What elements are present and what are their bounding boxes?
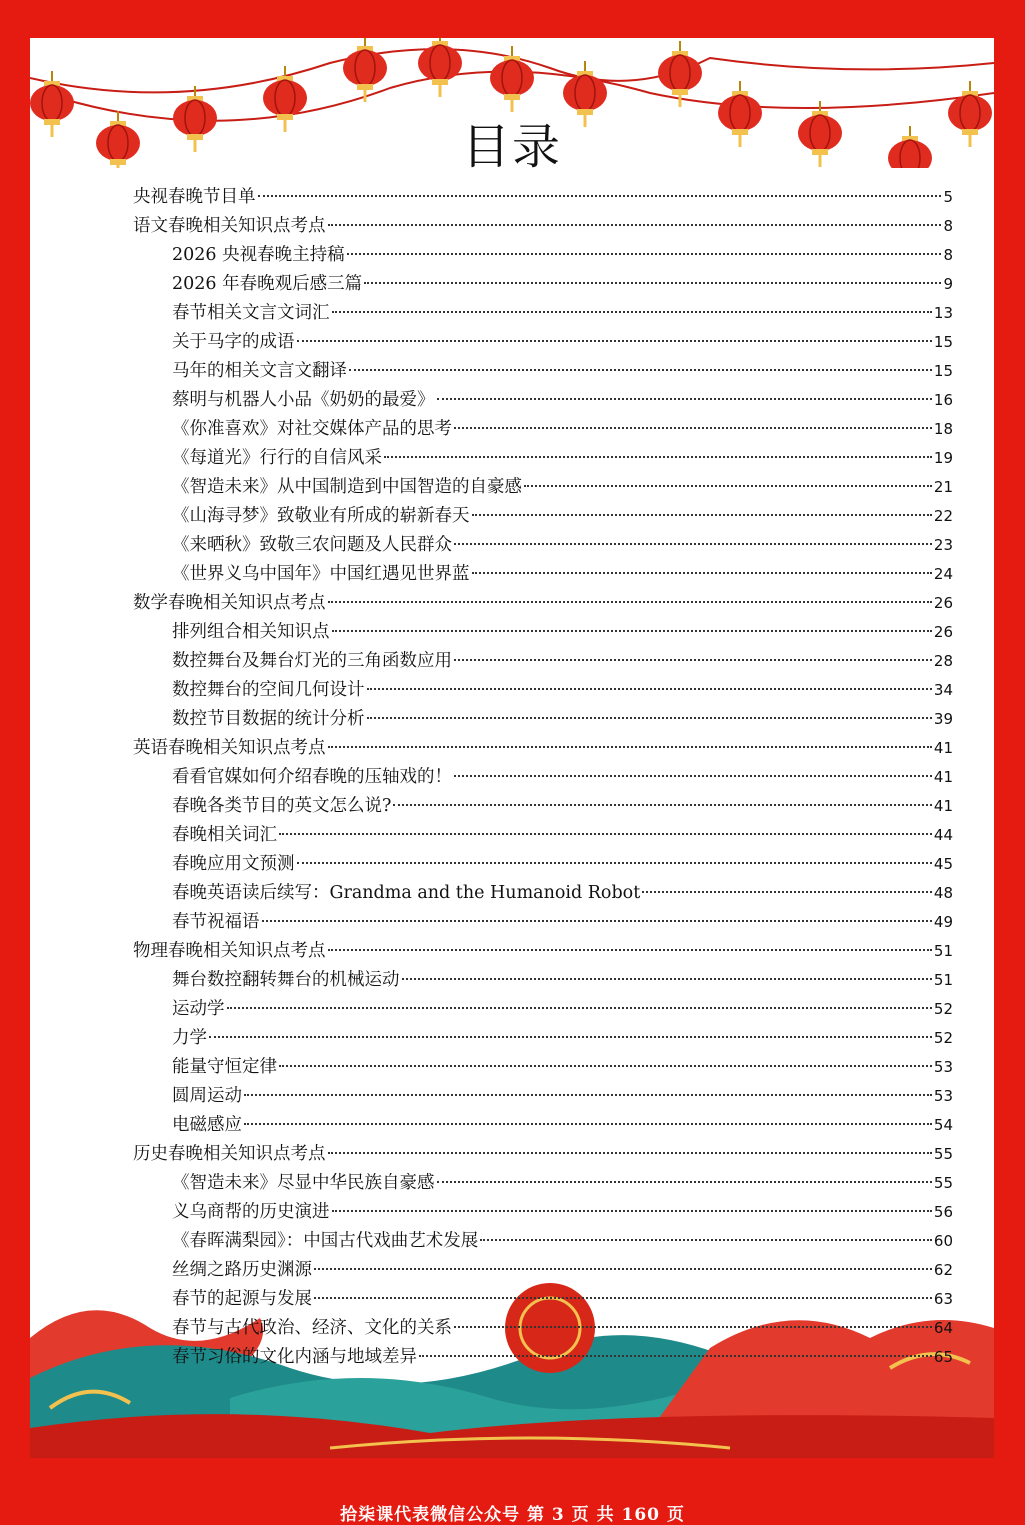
toc-dot-leader bbox=[454, 658, 932, 661]
toc-subsection-entry[interactable] bbox=[133, 966, 953, 995]
toc-entry-label: 春节的起源与发展 bbox=[172, 1289, 312, 1309]
toc-entry-label: 马年的相关文言文翻译 bbox=[172, 361, 347, 381]
toc-entry-label: 《智造未来》尽显中华民族自豪感 bbox=[172, 1173, 435, 1193]
toc-entry-label: 《山海寻梦》致敬业有所成的崭新春天 bbox=[172, 506, 470, 526]
toc-dot-leader bbox=[332, 1209, 932, 1212]
toc-dot-leader bbox=[454, 1325, 932, 1328]
toc-entry-label: 历史春晚相关知识点考点 bbox=[133, 1144, 326, 1164]
toc-subsection-entry[interactable] bbox=[133, 879, 953, 908]
toc-subsection-entry[interactable] bbox=[133, 299, 953, 328]
toc-page-number: 21 bbox=[933, 478, 953, 496]
toc-entry-label: 排列组合相关知识点 bbox=[172, 622, 330, 642]
toc-entry-label: 丝绸之路历史渊源 bbox=[172, 1260, 312, 1280]
toc-page-number: 51 bbox=[933, 942, 953, 960]
toc-entry-label: 春晚英语读后续写：Grandma and the Humanoid Robot bbox=[172, 883, 641, 903]
toc-entry-label: 春晚各类节目的英文怎么说? bbox=[172, 796, 392, 816]
lantern-icon bbox=[658, 41, 702, 107]
toc-entry-label: 《春晖满梨园》：中国古代戏曲艺术发展 bbox=[172, 1231, 479, 1251]
toc-page-number: 8 bbox=[943, 246, 953, 264]
toc-entry-label: 语文春晚相关知识点考点 bbox=[133, 216, 326, 236]
toc-entry-label: 数控节目数据的统计分析 bbox=[172, 709, 365, 729]
toc-section-entry[interactable] bbox=[133, 589, 953, 618]
toc-subsection-entry[interactable] bbox=[133, 1314, 953, 1343]
toc-subsection-entry[interactable] bbox=[133, 676, 953, 705]
toc-dot-leader bbox=[472, 571, 932, 574]
toc-page-number: 56 bbox=[933, 1203, 953, 1221]
toc-page-number: 34 bbox=[933, 681, 953, 699]
toc-page-number: 52 bbox=[933, 1029, 953, 1047]
toc-page-number: 53 bbox=[933, 1087, 953, 1105]
toc-entry-label: 春晚相关词汇 bbox=[172, 825, 277, 845]
toc-entry-label: 2026 年春晚观后感三篇 bbox=[172, 274, 363, 294]
toc-subsection-entry[interactable] bbox=[133, 1053, 953, 1082]
toc-entry-label: 电磁感应 bbox=[172, 1115, 242, 1135]
toc-entry-label: 舞台数控翻转舞台的机械运动 bbox=[172, 970, 400, 990]
toc-page-number: 60 bbox=[933, 1232, 953, 1250]
toc-subsection-entry[interactable] bbox=[133, 618, 953, 647]
toc-dot-leader bbox=[393, 803, 932, 806]
toc-dot-leader bbox=[328, 948, 932, 951]
page-title: 目录 bbox=[461, 119, 562, 175]
toc-entry-label: 春节与古代政治、经济、文化的关系 bbox=[172, 1318, 452, 1338]
toc-subsection-entry[interactable] bbox=[133, 1024, 953, 1053]
toc-section-entry[interactable] bbox=[133, 183, 953, 212]
toc-subsection-entry[interactable] bbox=[133, 415, 953, 444]
toc-page-number: 52 bbox=[933, 1000, 953, 1018]
toc-entry-label: 能量守恒定律 bbox=[172, 1057, 277, 1077]
toc-page-number: 49 bbox=[933, 913, 953, 931]
toc-dot-leader bbox=[454, 426, 932, 429]
toc-subsection-entry[interactable] bbox=[133, 908, 953, 937]
lantern-icon bbox=[418, 38, 462, 97]
toc-page-number: 39 bbox=[933, 710, 953, 728]
toc-entry-label: 春节相关文言文词汇 bbox=[172, 303, 330, 323]
toc-dot-leader bbox=[209, 1035, 932, 1038]
toc-entry-label: 英语春晚相关知识点考点 bbox=[133, 738, 326, 758]
toc-entry-label: 看看官媒如何介绍春晚的压轴戏的！ bbox=[172, 767, 452, 787]
toc-page-number: 26 bbox=[933, 594, 953, 612]
toc-dot-leader bbox=[227, 1006, 932, 1009]
toc-dot-leader bbox=[454, 774, 932, 777]
toc-page-number: 23 bbox=[933, 536, 953, 554]
toc-dot-leader bbox=[258, 194, 942, 197]
toc-dot-leader bbox=[472, 513, 932, 516]
toc-subsection-entry[interactable] bbox=[133, 1256, 953, 1285]
toc-page-number: 28 bbox=[933, 652, 953, 670]
toc-subsection-entry[interactable] bbox=[133, 1198, 953, 1227]
toc-page-number: 15 bbox=[933, 333, 953, 351]
toc-page-number: 63 bbox=[933, 1290, 953, 1308]
toc-subsection-entry[interactable] bbox=[133, 1285, 953, 1314]
toc-entry-label: 《世界义乌中国年》中国红遇见世界蓝 bbox=[172, 564, 470, 584]
toc-subsection-entry[interactable] bbox=[133, 560, 953, 589]
toc-dot-leader bbox=[328, 223, 942, 226]
toc-dot-leader bbox=[279, 1064, 932, 1067]
toc-section-entry[interactable] bbox=[133, 1140, 953, 1169]
toc-subsection-entry[interactable] bbox=[133, 386, 953, 415]
toc-entry-label: 圆周运动 bbox=[172, 1086, 242, 1106]
toc-subsection-entry[interactable] bbox=[133, 241, 953, 270]
toc-dot-leader bbox=[244, 1093, 932, 1096]
toc-page-number: 41 bbox=[933, 768, 953, 786]
toc-page-number: 55 bbox=[933, 1174, 953, 1192]
toc-dot-leader bbox=[437, 1180, 932, 1183]
toc-page-number: 41 bbox=[933, 797, 953, 815]
toc-dot-leader bbox=[367, 687, 932, 690]
toc-dot-leader bbox=[642, 890, 932, 893]
toc-page-number: 55 bbox=[933, 1145, 953, 1163]
toc-dot-leader bbox=[364, 281, 941, 284]
toc-subsection-entry[interactable] bbox=[133, 1343, 953, 1372]
toc-page-number: 8 bbox=[943, 217, 953, 235]
toc-subsection-entry[interactable] bbox=[133, 328, 953, 357]
toc-subsection-entry[interactable] bbox=[133, 647, 953, 676]
toc-dot-leader bbox=[297, 339, 932, 342]
toc-subsection-entry[interactable] bbox=[133, 1111, 953, 1140]
toc-entry-label: 物理春晚相关知识点考点 bbox=[133, 941, 326, 961]
toc-page-number: 9 bbox=[943, 275, 953, 293]
toc-subsection-entry[interactable] bbox=[133, 821, 953, 850]
toc-dot-leader bbox=[480, 1238, 932, 1241]
toc-section-entry[interactable] bbox=[133, 212, 953, 241]
toc-subsection-entry[interactable] bbox=[133, 763, 953, 792]
toc-entry-label: 《你准喜欢》对社交媒体产品的思考 bbox=[172, 419, 452, 439]
toc-page-number: 19 bbox=[933, 449, 953, 467]
toc-subsection-entry[interactable] bbox=[133, 502, 953, 531]
toc-entry-label: 力学 bbox=[172, 1028, 207, 1048]
toc-page-number: 18 bbox=[933, 420, 953, 438]
toc-page-number: 16 bbox=[933, 391, 953, 409]
toc-entry-label: 春节习俗的文化内涵与地域差异 bbox=[172, 1347, 417, 1367]
lantern-icon bbox=[490, 46, 534, 112]
toc-dot-leader bbox=[332, 310, 932, 313]
toc-dot-leader bbox=[328, 600, 932, 603]
toc-entry-label: 《来晒秋》致敬三农问题及人民群众 bbox=[172, 535, 452, 555]
page-footer: 拾柒课代表微信公众号 第 3 页 共 160 页 bbox=[340, 1505, 685, 1525]
toc-page-number: 26 bbox=[933, 623, 953, 641]
toc-page-number: 13 bbox=[933, 304, 953, 322]
toc-page-number: 62 bbox=[933, 1261, 953, 1279]
toc-entry-label: 春节祝福语 bbox=[172, 912, 260, 932]
toc-subsection-entry[interactable] bbox=[133, 444, 953, 473]
toc-page-number: 22 bbox=[933, 507, 953, 525]
toc-section-entry[interactable] bbox=[133, 734, 953, 763]
toc-dot-leader bbox=[332, 629, 932, 632]
toc-subsection-entry[interactable] bbox=[133, 792, 953, 821]
toc-page-number: 65 bbox=[933, 1348, 953, 1366]
toc-dot-leader bbox=[402, 977, 932, 980]
toc-dot-leader bbox=[367, 716, 932, 719]
toc-entry-label: 关于马字的成语 bbox=[172, 332, 295, 352]
toc-subsection-entry[interactable] bbox=[133, 705, 953, 734]
toc-entry-label: 数控舞台的空间几何设计 bbox=[172, 680, 365, 700]
toc-subsection-entry[interactable] bbox=[133, 270, 953, 299]
toc-entry-label: 2026 央视春晚主持稿 bbox=[172, 245, 345, 265]
toc-entry-label: 数学春晚相关知识点考点 bbox=[133, 593, 326, 613]
toc-page-number: 44 bbox=[933, 826, 953, 844]
toc-entry-label: 春晚应用文预测 bbox=[172, 854, 295, 874]
toc-page-number: 64 bbox=[933, 1319, 953, 1337]
toc-subsection-entry[interactable] bbox=[133, 357, 953, 386]
toc-entry-label: 《智造未来》从中国制造到中国智造的自豪感 bbox=[172, 477, 522, 497]
toc-dot-leader bbox=[454, 542, 932, 545]
toc-entry-label: 义乌商帮的历史演进 bbox=[172, 1202, 330, 1222]
toc-subsection-entry[interactable] bbox=[133, 1227, 953, 1256]
toc-page-number: 41 bbox=[933, 739, 953, 757]
toc-page-number: 24 bbox=[933, 565, 953, 583]
toc-dot-leader bbox=[328, 1151, 932, 1154]
toc-subsection-entry[interactable] bbox=[133, 473, 953, 502]
toc-dot-leader bbox=[349, 368, 932, 371]
toc-entry-label: 运动学 bbox=[172, 999, 225, 1019]
toc-page-number: 51 bbox=[933, 971, 953, 989]
toc-page-number: 48 bbox=[933, 884, 953, 902]
toc-entry-label: 数控舞台及舞台灯光的三角函数应用 bbox=[172, 651, 452, 671]
toc-dot-leader bbox=[314, 1267, 932, 1270]
toc-dot-leader bbox=[524, 484, 932, 487]
toc-dot-leader bbox=[244, 1122, 932, 1125]
toc-dot-leader bbox=[297, 861, 932, 864]
toc-page-number: 5 bbox=[943, 188, 953, 206]
toc-page-number: 53 bbox=[933, 1058, 953, 1076]
toc-subsection-entry[interactable] bbox=[133, 1082, 953, 1111]
toc-subsection-entry[interactable] bbox=[133, 1169, 953, 1198]
toc-dot-leader bbox=[328, 745, 932, 748]
toc-subsection-entry[interactable] bbox=[133, 995, 953, 1024]
toc-dot-leader bbox=[384, 455, 932, 458]
toc-dot-leader bbox=[279, 832, 932, 835]
toc-dot-leader bbox=[419, 1354, 932, 1357]
toc-section-entry[interactable] bbox=[133, 937, 953, 966]
toc-dot-leader bbox=[262, 919, 932, 922]
toc-entry-label: 《每道光》行行的自信风采 bbox=[172, 448, 382, 468]
table-of-contents bbox=[133, 183, 953, 1372]
toc-page-number: 45 bbox=[933, 855, 953, 873]
toc-dot-leader bbox=[347, 252, 942, 255]
toc-dot-leader bbox=[437, 397, 932, 400]
toc-dot-leader bbox=[314, 1296, 932, 1299]
toc-subsection-entry[interactable] bbox=[133, 850, 953, 879]
toc-page-number: 54 bbox=[933, 1116, 953, 1134]
toc-subsection-entry[interactable] bbox=[133, 531, 953, 560]
toc-page-number: 15 bbox=[933, 362, 953, 380]
toc-entry-label: 央视春晚节目单 bbox=[133, 187, 256, 207]
toc-entry-label: 蔡明与机器人小品《奶奶的最爱》 bbox=[172, 390, 435, 410]
page-sheet bbox=[30, 38, 994, 1458]
